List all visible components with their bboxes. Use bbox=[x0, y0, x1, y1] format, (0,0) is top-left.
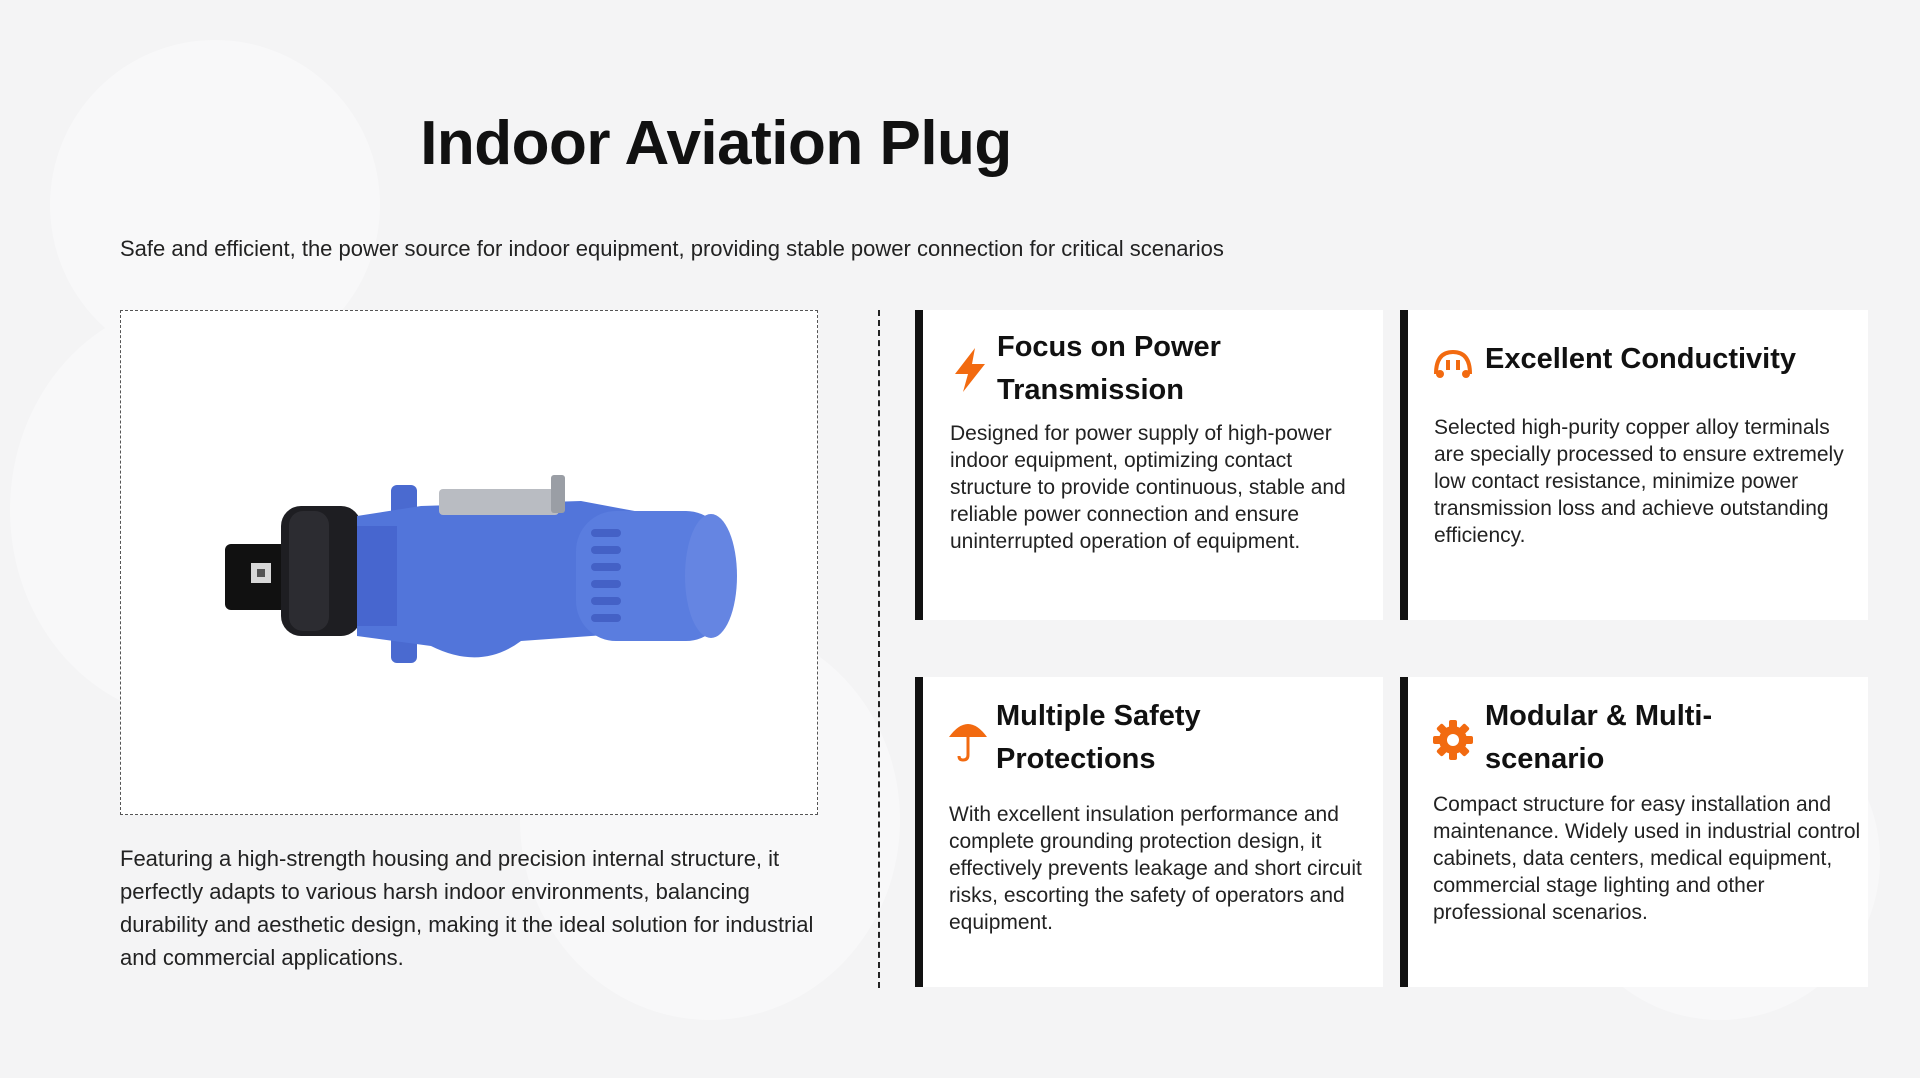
feature-text: Designed for power supply of high-power indoor equipment, optimizing contact structure to provide continuous, stable and reliable power connection and ensure uninterrupted operation of equipment. bbox=[950, 422, 1346, 553]
product-description: Featuring a high-strength housing and precision internal structure, it perfectly adapts to various harsh indoor environments, balancing durability and aesthetic design, making it the ideal solution for industrial and commercial applications. bbox=[120, 846, 814, 970]
vertical-divider bbox=[878, 310, 880, 988]
feature-text: Compact structure for easy installation and maintenance. Widely used in industrial control cabinets, data centers, medical equipment, commercial stage lighting and other professional scenarios. bbox=[1433, 793, 1861, 924]
conductivity-icon bbox=[1432, 346, 1474, 387]
umbrella-icon bbox=[947, 717, 989, 768]
gear-icon bbox=[1432, 719, 1474, 766]
feature-card-power bbox=[915, 310, 1383, 620]
feature-card-safety bbox=[915, 677, 1383, 987]
feature-text: Selected high-purity copper alloy terminals are specially processed to ensure extremely low contact resistance, minimize power transmission loss and achieve outstanding efficiency. bbox=[1434, 416, 1844, 547]
lightning-icon bbox=[949, 346, 991, 399]
page-subtitle: Safe and efficient, the power source for indoor equipment, providing stable power connection for critical scenarios bbox=[120, 236, 1224, 261]
feature-title: Modular & Multi-scenario bbox=[1485, 700, 1713, 775]
feature-title: Excellent Conductivity bbox=[1485, 343, 1797, 375]
feature-text: With excellent insulation performance and complete grounding protection design, it effectively prevents leakage and short circuit risks, escorting the safety of operators and equipment. bbox=[949, 803, 1362, 934]
page-title: Indoor Aviation Plug bbox=[420, 109, 1012, 178]
product-image bbox=[121, 311, 819, 816]
feature-title: Focus on Power Transmission bbox=[997, 331, 1221, 406]
feature-card-conductivity bbox=[1400, 310, 1868, 620]
feature-card-modular bbox=[1400, 677, 1868, 987]
product-image-frame bbox=[120, 310, 818, 815]
feature-title: Multiple Safety Protections bbox=[996, 700, 1201, 775]
